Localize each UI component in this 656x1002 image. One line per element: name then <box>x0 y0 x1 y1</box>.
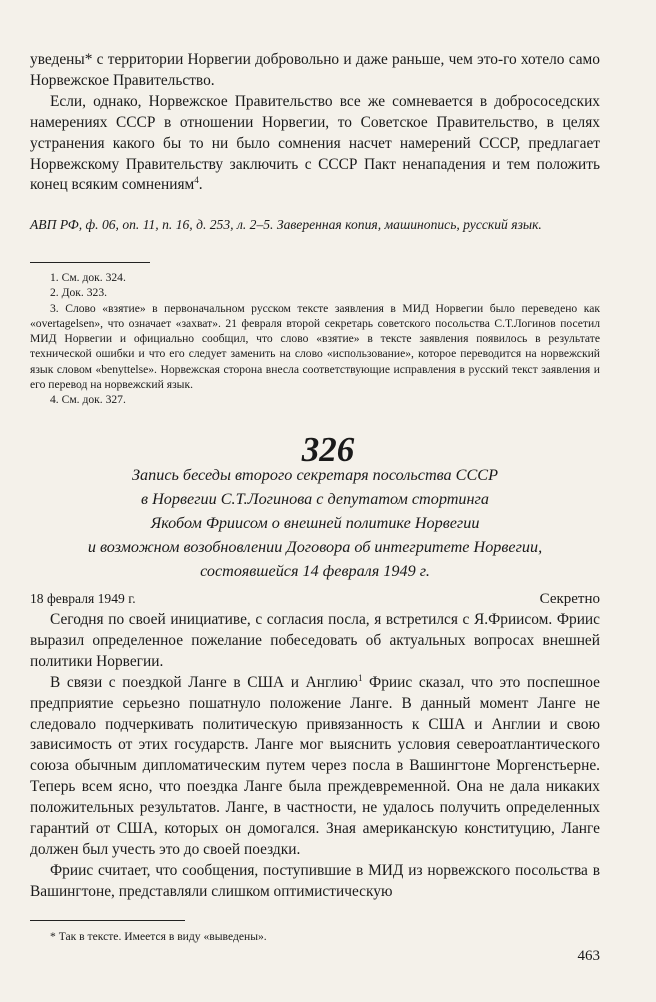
notes-separator <box>30 262 150 263</box>
note-item: 4. См. док. 327. <box>50 393 126 407</box>
footnote-ref: 4 <box>194 175 199 186</box>
notes-list <box>30 270 600 408</box>
title-line: Якобом Фриисом о внешней политике Норвегии <box>150 514 480 532</box>
note-item: 1. См. док. 324. <box>50 271 126 284</box>
top-paragraph-2-text: Если, однако, Норвежское Правительство все же сомневается в добрососедских намерениях СССР в отношении Норвегии, то Советское Правительство, в целях устранения какого бы то ни было сомнения насчет намерений СССР, предлагает Норвежскому Правительству заключить с СССР Пакт ненападения и тем положить конец всяким сомнениям <box>30 92 600 194</box>
document-number: 326 <box>301 430 355 469</box>
main-paragraph-3: Фриис считает, что сообщения, поступившие в МИД из норвежского посольства в Вашингтоне, представляли слишком оптимистическую <box>30 861 600 900</box>
document-title <box>30 463 600 583</box>
title-line: и возможном возобновлении Договора об интегритете Норвегии, <box>87 538 543 556</box>
main-paragraph-2 <box>30 673 600 861</box>
title-line: Запись беседы второго секретаря посольства СССР <box>132 466 498 484</box>
top-paragraph-2: Если, однако, Норвежское Правительство все же сомневается в добрососедских намерениях СССР в отношении Норвегии, то Советское Правительство, в целях устранения какого бы то ни было сомнения насчет намерений СССР, предлагает Норвежскому Правительству заключить с СССР Пакт ненападения и тем положить конец всяким сомнениям$^4$. <box>30 92 600 194</box>
title-line: состоявшейся 14 февраля 1949 г. <box>200 562 430 580</box>
note-ref: 1 <box>357 672 363 683</box>
footnote: * Так в тексте. Имеется в виду «выведены». <box>50 930 267 943</box>
top-text <box>30 50 600 196</box>
top-paragraph-1: уведены* с территории Норвегии добровольно и даже раньше, чем это-го хотело само Норвежское Правительство. <box>30 51 600 89</box>
main-paragraph-2-start: В связи с поездкой Ланге в США и Англию <box>50 673 358 691</box>
document-date: 18 февраля 1949 г. <box>30 591 136 606</box>
main-paragraph-1: Сегодня по своей инициативе, с согласия посла, я встретился с Я.Фриисом. Фриис выразил определенное пожелание побеседовать об актуальных вопросах внешней политики Норвегии. <box>30 611 600 670</box>
footnote-separator <box>30 920 185 921</box>
date-line <box>30 590 600 610</box>
main-paragraph-2-rest: Фриис сказал, что это поспешное предприятие серьезно пошатнуло положение Ланге. В данный момент Ланге не следовало подчеркивать политическую привязанность к США и Англии и свою зависимость от этих государств. Ланге мог выяснить условия североатлантического союза обычным дипломатическим путем через посла в Вашингтоне Моргенстьерне. Теперь всем ясно, что поездка Ланге была преждевременной. Она не дала никаких положительных результатов. Ланге, в частности, не удалось получить определенных гарантий от США, которых он домогался. Зная американскую конституцию, Ланге должен был учесть это до своей поездки. <box>30 673 600 858</box>
classification-label: Секретно <box>539 591 600 607</box>
main-text <box>30 610 600 903</box>
title-line: в Норвегии С.Т.Логинова с депутатом стортинга <box>141 490 489 508</box>
note-item: 2. Док. 323. <box>50 286 108 300</box>
source-reference: АВП РФ, ф. 06, оп. 11, п. 16, д. 253, л. 2–5. Заверенная копия, машинопись, русский язык. <box>30 217 542 232</box>
page-number: 463 <box>577 948 600 964</box>
note-item: 3. Слово «взятие» в первоначальном русском тексте заявления в МИД Норвегии было переведено как «overtagelsen», что означает «захват». 21 февраля второй секретарь советского посольства С.Т.Логинов посетил МИД Норвегии и официально сообщил, что слово «взятие» в тексте заявления появилось в результате технической ошибки и что его следует заменить на слово «использование», которое переводится на норвежский язык словом «benyttelse». Норвежская сторона внесла соответствующие исправления в русский текст заявления и его перевод на норвежский язык. <box>30 301 600 392</box>
